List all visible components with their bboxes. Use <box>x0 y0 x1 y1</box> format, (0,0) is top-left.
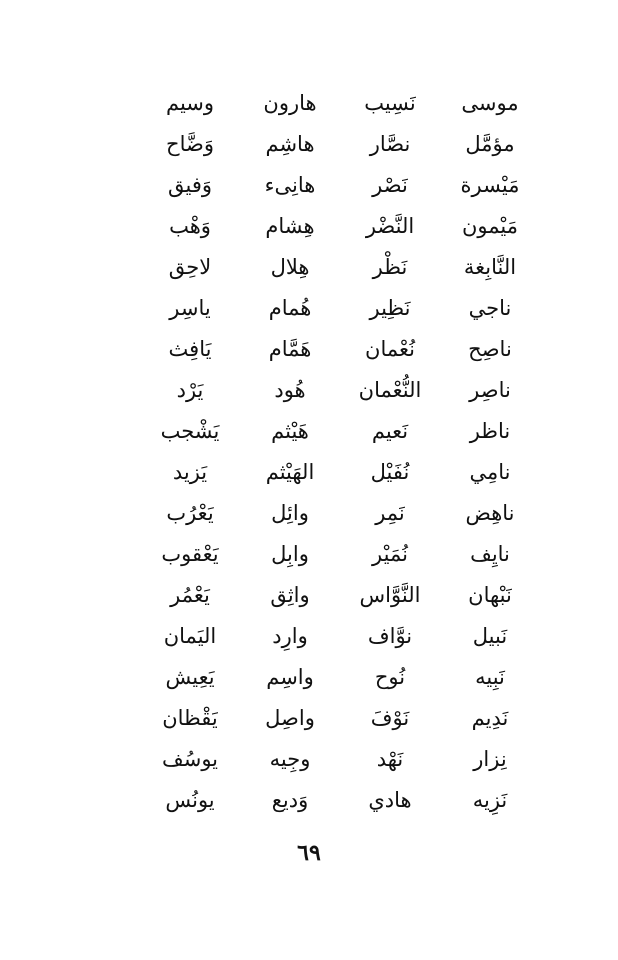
table-row <box>140 698 540 739</box>
name-cell: نُعْمان <box>365 337 415 361</box>
name-cell: ناهِض <box>465 501 515 525</box>
name-cell: نُمَيْر <box>372 542 408 566</box>
name-cell: هاشِم <box>265 132 315 156</box>
name-cell: نَسِيب <box>364 91 416 115</box>
name-cell: يَقْظان <box>162 706 218 730</box>
name-cell: نايِف <box>470 542 510 566</box>
table-row <box>140 493 540 534</box>
table-row <box>140 247 540 288</box>
name-cell: نُفَيْل <box>370 460 410 484</box>
table-row <box>140 780 540 821</box>
names-table <box>140 83 540 821</box>
name-cell: وارِد <box>272 624 308 648</box>
name-cell: نصَّار <box>369 132 411 156</box>
name-cell: ناصِح <box>468 337 512 361</box>
name-cell: ياسِر <box>169 296 211 320</box>
name-cell: نامِي <box>469 460 511 484</box>
name-cell: يَعْقوب <box>161 542 219 566</box>
name-cell: نَمِر <box>375 501 405 525</box>
name-cell: يوسُف <box>161 747 219 771</box>
name-cell: موسى <box>461 91 519 115</box>
name-cell: يَرْد <box>176 378 204 402</box>
name-cell: اليَمان <box>163 624 217 648</box>
table-row <box>140 452 540 493</box>
name-cell: هِشام <box>265 214 315 238</box>
name-cell: نَبيل <box>472 624 508 648</box>
name-cell: ناجي <box>468 296 512 320</box>
name-cell: النَّابِغة <box>463 255 517 279</box>
name-cell: وَفيق <box>167 173 213 197</box>
name-cell: هُمام <box>268 296 312 320</box>
name-cell: يَعْرُب <box>166 501 214 525</box>
name-cell: النَّضْر <box>365 214 415 238</box>
name-cell: يَافِث <box>168 337 212 361</box>
name-cell: نَبْهان <box>468 583 512 607</box>
name-cell: يَزيد <box>172 460 208 484</box>
table-row <box>140 657 540 698</box>
table-row <box>140 739 540 780</box>
name-cell: نَعيم <box>371 419 409 443</box>
table-row <box>140 288 540 329</box>
name-cell: واسِم <box>266 665 314 689</box>
name-cell: هادي <box>368 788 412 812</box>
table-row <box>140 370 540 411</box>
name-cell: يَعْمُر <box>170 583 210 607</box>
name-cell: مؤمَّل <box>465 132 515 156</box>
table-row <box>140 124 540 165</box>
name-cell: وائِل <box>271 501 309 525</box>
table-row <box>140 575 540 616</box>
name-cell: وَضَّاح <box>166 132 214 156</box>
table-row <box>140 411 540 452</box>
name-cell: يونُس <box>165 788 215 812</box>
name-cell: النَّوَّاس <box>359 583 421 607</box>
name-cell: وسيم <box>165 91 215 115</box>
name-cell: لاحِق <box>168 255 212 279</box>
name-cell: واثِق <box>270 583 310 607</box>
name-cell: نَدِيم <box>471 706 509 730</box>
table-row <box>140 83 540 124</box>
name-cell: نَهْد <box>376 747 404 771</box>
name-cell: نَصْر <box>372 173 408 197</box>
page-number: ٦٩ <box>297 840 321 866</box>
name-cell: مَيْمون <box>462 214 518 238</box>
name-cell: نَظِير <box>369 296 411 320</box>
name-cell: هَمَّام <box>268 337 312 361</box>
name-cell: واصِل <box>265 706 315 730</box>
name-cell: هِلال <box>270 255 310 279</box>
name-cell: هانِىء <box>264 173 316 197</box>
name-cell: مَيْسرة <box>460 173 520 197</box>
name-cell: هَيْثم <box>271 419 309 443</box>
name-cell: ناصِر <box>469 378 511 402</box>
table-row <box>140 616 540 657</box>
name-cell: النُّعْمان <box>358 378 422 402</box>
name-cell: وَديع <box>271 788 309 812</box>
name-cell: وجِيه <box>269 747 311 771</box>
name-cell: نِزار <box>473 747 507 771</box>
name-cell: هُود <box>274 378 306 402</box>
name-cell: هارون <box>263 91 317 115</box>
name-cell: نَوْفَ <box>370 706 410 730</box>
table-row <box>140 165 540 206</box>
name-cell: نوَّاف <box>367 624 413 648</box>
table-row <box>140 534 540 575</box>
name-cell: ناظر <box>469 419 511 443</box>
name-cell: نُوح <box>374 665 406 689</box>
name-cell: يَعِيش <box>165 665 215 689</box>
table-row <box>140 329 540 370</box>
name-cell: وَهْب <box>169 214 211 238</box>
name-cell: نَظْر <box>372 255 408 279</box>
name-cell: يَشْجب <box>160 419 220 443</box>
table-row <box>140 206 540 247</box>
name-cell: نَزِيه <box>472 788 508 812</box>
name-cell: وابِل <box>271 542 309 566</box>
name-cell: الهَيْثم <box>265 460 315 484</box>
name-cell: نَبِيه <box>475 665 505 689</box>
